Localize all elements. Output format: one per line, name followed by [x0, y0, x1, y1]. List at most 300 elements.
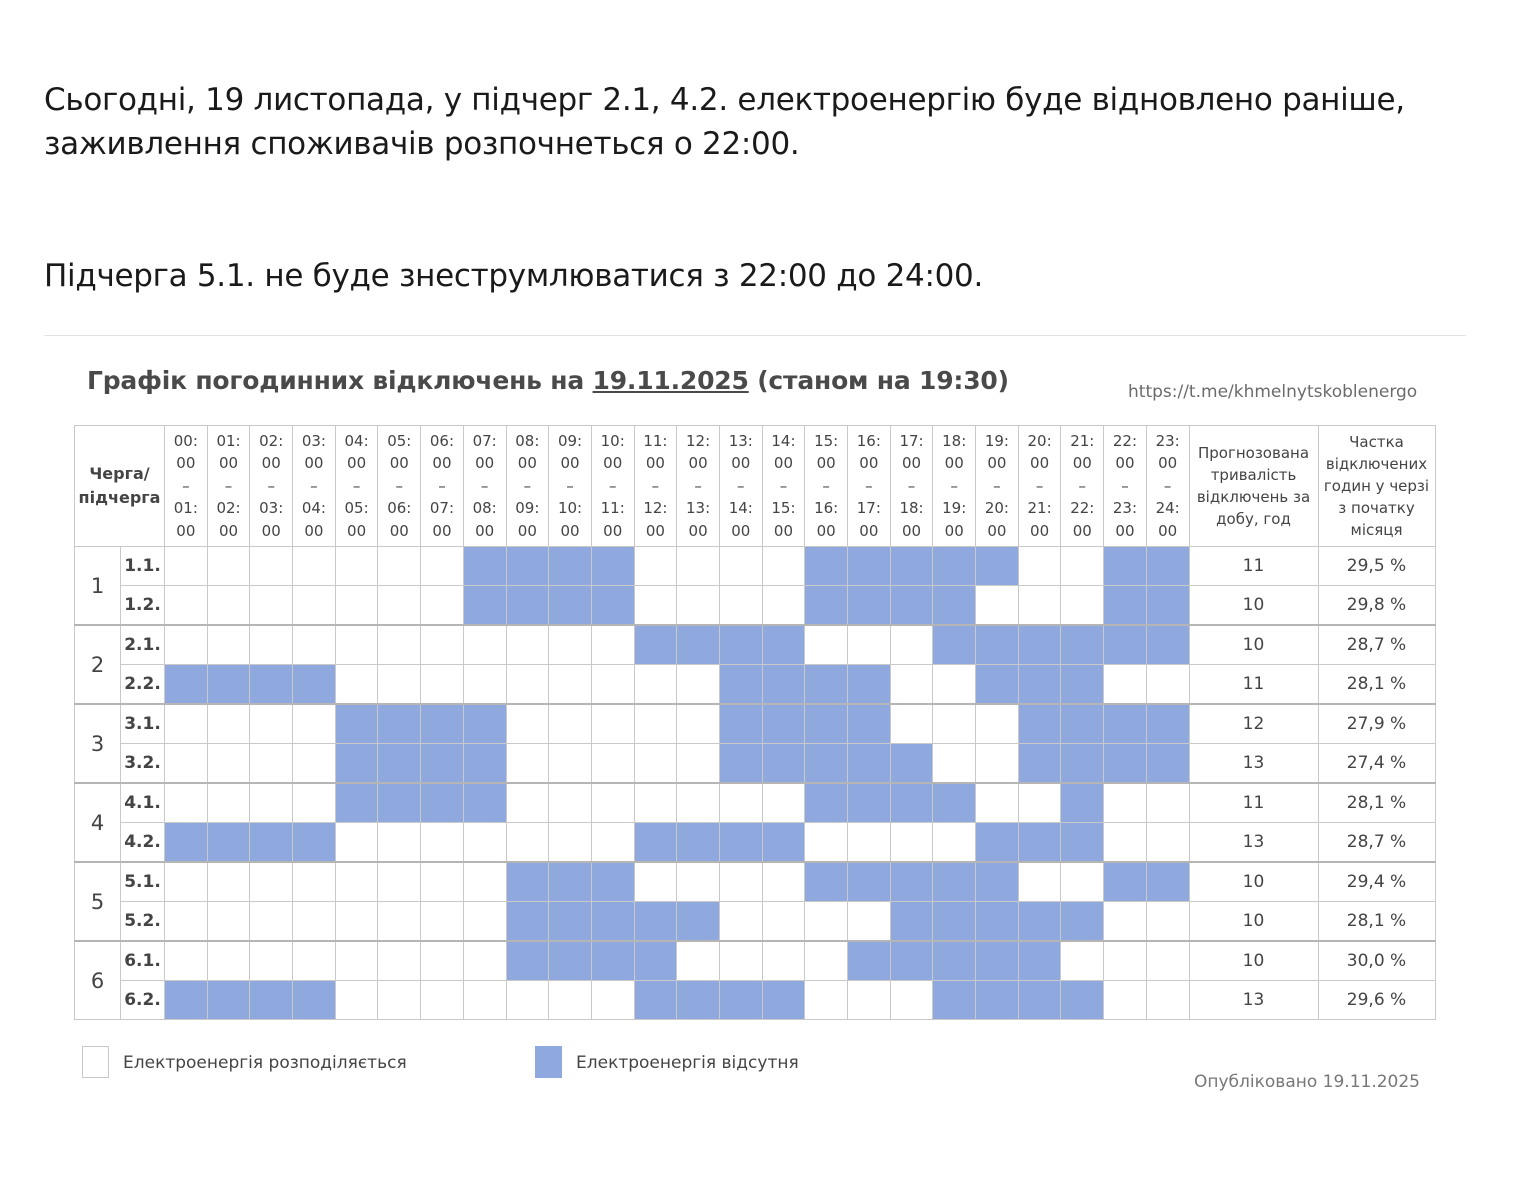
hour-cell-outage: [591, 547, 634, 586]
hour-cell-power: [591, 744, 634, 784]
hour-cell-power: [165, 902, 208, 942]
hour-cell-outage: [1018, 902, 1061, 942]
hour-cell-power: [719, 783, 762, 823]
hour-cell-power: [250, 941, 293, 981]
hour-cell-outage: [1146, 862, 1189, 902]
hour-cell-outage: [506, 586, 549, 626]
hour-cell-power: [506, 704, 549, 744]
hour-label-part: –: [1121, 476, 1129, 495]
subqueue-label: 5.2.: [121, 902, 165, 942]
published-date: Опубліковано 19.11.2025: [1194, 1072, 1420, 1092]
duration-value: 10: [1189, 902, 1318, 942]
hour-cell-outage: [890, 902, 933, 942]
post-paragraph-2: Підчерга 5.1. не буде знеструмлюватися з 22:00 до 24:00.: [44, 258, 984, 294]
hour-label-part: 06:: [429, 431, 455, 450]
share-value: 27,9 %: [1318, 704, 1435, 744]
hour-label-part: –: [310, 476, 318, 495]
hour-cell-outage: [719, 625, 762, 665]
hour-cell-power: [1146, 823, 1189, 863]
outage-schedule-table: [74, 425, 1436, 1020]
hour-cell-power: [1146, 665, 1189, 705]
hour-cell-outage: [463, 783, 506, 823]
hour-cell-outage: [1018, 704, 1061, 744]
hour-label-part: 00: [218, 521, 239, 540]
hour-cell-power: [933, 665, 976, 705]
hour-cell-power: [1061, 586, 1104, 626]
hour-label-part: 00: [1072, 521, 1092, 540]
hour-cell-power: [335, 625, 378, 665]
hour-label-part: 00: [859, 521, 879, 540]
hour-cell-power: [335, 981, 378, 1020]
hour-cell-power: [335, 547, 378, 586]
hour-cell-power: [1146, 902, 1189, 942]
subqueue-label: 1.1.: [121, 547, 165, 586]
legend-power-on-swatch: [82, 1046, 109, 1078]
hour-label-part: 00: [347, 521, 367, 540]
hour-cell-outage: [549, 547, 592, 586]
hour-label-part: 00: [901, 521, 922, 540]
schedule-title-suffix: (станом на 19:30): [748, 366, 1009, 395]
subqueue-label: 2.2.: [121, 665, 165, 705]
hour-label-part: 05:: [387, 431, 412, 450]
duration-value: 10: [1189, 862, 1318, 902]
hour-cell-outage: [933, 783, 976, 823]
hour-cell-power: [421, 665, 464, 705]
hour-cell-outage: [1104, 862, 1147, 902]
hour-cell-outage: [762, 665, 805, 705]
hour-cell-outage: [1061, 902, 1104, 942]
hour-label-part: 00: [304, 521, 324, 540]
hour-label-part: –: [566, 476, 574, 495]
share-value: 29,8 %: [1318, 586, 1435, 626]
hour-cell-power: [421, 941, 464, 981]
hour-cell-power: [421, 902, 464, 942]
hour-cell-power: [549, 625, 592, 665]
hour-label-part: 11:: [643, 431, 668, 450]
table-row: [75, 586, 1436, 626]
hour-cell-power: [335, 902, 378, 942]
hour-cell-outage: [463, 704, 506, 744]
hour-column-header: [890, 426, 933, 547]
hour-cell-outage: [250, 981, 293, 1020]
hour-label-part: 00: [261, 521, 281, 540]
hour-cell-power: [762, 902, 805, 942]
hour-cell-outage: [933, 902, 976, 942]
hour-cell-outage: [848, 665, 891, 705]
hour-cell-outage: [1061, 625, 1104, 665]
hour-cell-power: [207, 704, 250, 744]
hour-label-part: 00: [816, 521, 836, 540]
hour-column-header: [805, 426, 848, 547]
hour-label-part: 00: [987, 454, 1007, 473]
hour-label-part: 00: [218, 454, 239, 473]
hour-label-part: –: [267, 476, 275, 495]
hour-column-header: [719, 426, 762, 547]
hour-cell-power: [762, 586, 805, 626]
hour-cell-outage: [421, 783, 464, 823]
hour-label-part: –: [395, 476, 404, 495]
hour-cell-power: [1104, 902, 1147, 942]
hour-label-part: 00: [731, 521, 751, 540]
hour-cell-outage: [1146, 744, 1189, 784]
subqueue-label: 4.1.: [121, 783, 165, 823]
hour-label-part: 17:: [856, 499, 881, 518]
share-value: 29,4 %: [1318, 862, 1435, 902]
hour-label-part: 00:: [173, 431, 198, 450]
hour-cell-power: [677, 862, 720, 902]
hour-label-part: 00: [560, 521, 580, 540]
hour-cell-power: [463, 981, 506, 1020]
hour-cell-outage: [293, 823, 336, 863]
hour-label-part: 00: [688, 454, 708, 473]
duration-value: 11: [1189, 665, 1318, 705]
hour-label-part: 18:: [942, 431, 967, 450]
queue-group-label: 3: [75, 704, 121, 783]
subqueue-label: 5.1.: [121, 862, 165, 902]
hour-cell-power: [250, 625, 293, 665]
hour-label-part: 00: [1030, 521, 1050, 540]
hour-cell-outage: [719, 981, 762, 1020]
hour-cell-power: [506, 783, 549, 823]
hour-cell-power: [293, 902, 336, 942]
legend-power-on-label: Електроенергія розподіляється: [123, 1053, 407, 1073]
hour-cell-outage: [719, 823, 762, 863]
hour-cell-outage: [165, 981, 208, 1020]
hour-cell-outage: [506, 902, 549, 942]
hour-cell-power: [378, 625, 421, 665]
hour-cell-power: [421, 547, 464, 586]
queue-column-header: Черга/ підчерга: [75, 426, 165, 547]
hour-column-header: [506, 426, 549, 547]
hour-cell-outage: [719, 704, 762, 744]
hour-cell-power: [378, 862, 421, 902]
hour-cell-power: [463, 862, 506, 902]
hour-cell-outage: [677, 981, 720, 1020]
hour-cell-power: [762, 862, 805, 902]
hour-label-part: 00: [1115, 521, 1135, 540]
hour-cell-power: [634, 744, 677, 784]
hour-label-part: 00: [389, 521, 409, 540]
hour-label-part: 24:: [1155, 499, 1180, 518]
hour-cell-power: [1018, 783, 1061, 823]
hour-cell-outage: [1146, 547, 1189, 586]
hour-label-part: –: [865, 476, 873, 495]
hour-cell-power: [677, 586, 720, 626]
hour-column-header: [463, 426, 506, 547]
hour-column-header: [762, 426, 805, 547]
hour-cell-outage: [976, 665, 1019, 705]
hour-cell-outage: [890, 783, 933, 823]
hour-label-part: 08:: [472, 499, 497, 518]
duration-value: 13: [1189, 744, 1318, 784]
hour-cell-outage: [250, 823, 293, 863]
hour-cell-outage: [463, 744, 506, 784]
hour-label-part: 20:: [984, 499, 1009, 518]
hour-cell-power: [165, 744, 208, 784]
hour-cell-power: [378, 902, 421, 942]
hour-label-part: –: [907, 476, 916, 495]
hour-cell-outage: [677, 625, 720, 665]
hour-label-part: 00: [432, 521, 452, 540]
duration-column-header: Прогнозована тривалість відключень за добу, год: [1189, 426, 1318, 547]
hour-cell-power: [421, 586, 464, 626]
hour-cell-outage: [378, 704, 421, 744]
queue-group-label: 1: [75, 547, 121, 626]
hour-cell-power: [463, 625, 506, 665]
hour-cell-power: [677, 704, 720, 744]
hour-cell-outage: [506, 547, 549, 586]
hour-label-part: –: [1163, 476, 1172, 495]
hour-cell-power: [378, 547, 421, 586]
hour-cell-power: [976, 783, 1019, 823]
hour-label-part: 00: [347, 454, 367, 473]
hour-cell-outage: [207, 665, 250, 705]
divider: [44, 335, 1466, 336]
hour-cell-outage: [335, 783, 378, 823]
hour-label-part: 02:: [259, 431, 284, 450]
hour-cell-outage: [165, 665, 208, 705]
hour-label-part: 23:: [1112, 499, 1138, 518]
hour-cell-outage: [1018, 823, 1061, 863]
hour-label-part: 15:: [814, 431, 839, 450]
hour-cell-power: [207, 744, 250, 784]
hour-cell-power: [506, 823, 549, 863]
hour-label-part: 00: [176, 454, 196, 473]
hour-cell-power: [591, 783, 634, 823]
subqueue-label: 3.2.: [121, 744, 165, 784]
hour-cell-power: [207, 547, 250, 586]
hour-label-part: 20:: [1027, 431, 1052, 450]
hour-cell-power: [976, 744, 1019, 784]
hour-label-part: 22:: [1070, 499, 1095, 518]
hour-cell-power: [976, 704, 1019, 744]
hour-cell-power: [506, 625, 549, 665]
hour-label-part: –: [1035, 476, 1044, 495]
share-column-header: Частка відключених годин у черзі з початку місяця: [1318, 426, 1435, 547]
hour-cell-outage: [805, 783, 848, 823]
table-header-row: [75, 426, 1436, 547]
hour-cell-power: [165, 704, 208, 744]
hour-cell-power: [634, 704, 677, 744]
hour-cell-outage: [293, 981, 336, 1020]
share-value: 28,1 %: [1318, 902, 1435, 942]
hour-cell-outage: [335, 744, 378, 784]
hour-cell-power: [165, 625, 208, 665]
hour-cell-outage: [762, 625, 805, 665]
hour-cell-power: [890, 823, 933, 863]
hour-column-header: [378, 426, 421, 547]
hour-cell-power: [805, 902, 848, 942]
hour-label-part: –: [438, 476, 446, 495]
hour-cell-power: [591, 625, 634, 665]
hour-label-part: 00: [1158, 454, 1178, 473]
hour-cell-outage: [762, 704, 805, 744]
hour-cell-power: [634, 586, 677, 626]
hour-cell-power: [890, 981, 933, 1020]
duration-value: 12: [1189, 704, 1318, 744]
hour-cell-power: [933, 823, 976, 863]
hour-label-part: –: [779, 476, 788, 495]
hour-cell-power: [1104, 665, 1147, 705]
hour-cell-outage: [805, 744, 848, 784]
hour-label-part: 18:: [899, 499, 924, 518]
hour-cell-power: [250, 547, 293, 586]
hour-label-part: 00: [603, 454, 623, 473]
hour-cell-outage: [634, 902, 677, 942]
hour-label-part: 00: [901, 454, 922, 473]
hour-label-part: 15:: [771, 499, 796, 518]
hour-label-part: 06:: [387, 499, 412, 518]
hour-label-part: 00: [944, 521, 964, 540]
share-value: 29,6 %: [1318, 981, 1435, 1020]
hour-label-part: 00: [475, 521, 495, 540]
hour-column-header: [335, 426, 378, 547]
hour-label-part: 00: [261, 454, 281, 473]
hour-cell-power: [463, 823, 506, 863]
hour-label-part: 00: [773, 521, 794, 540]
queue-group-label: 6: [75, 941, 121, 1020]
hour-cell-power: [762, 941, 805, 981]
hour-cell-power: [250, 744, 293, 784]
hour-column-header: [293, 426, 336, 547]
hour-cell-power: [1104, 981, 1147, 1020]
hour-cell-outage: [634, 823, 677, 863]
hour-cell-power: [634, 665, 677, 705]
hour-label-part: 14:: [771, 431, 796, 450]
hour-cell-power: [1018, 862, 1061, 902]
hour-cell-outage: [591, 902, 634, 942]
hour-cell-outage: [207, 981, 250, 1020]
hour-label-part: 00: [773, 454, 794, 473]
hour-cell-outage: [591, 586, 634, 626]
hour-cell-power: [506, 665, 549, 705]
hour-cell-outage: [976, 902, 1019, 942]
hour-cell-power: [1146, 981, 1189, 1020]
hour-label-part: 04:: [344, 431, 369, 450]
hour-label-part: 00: [389, 454, 409, 473]
hour-label-part: –: [950, 476, 958, 495]
hour-cell-power: [165, 586, 208, 626]
hour-cell-outage: [976, 625, 1019, 665]
hour-cell-outage: [677, 823, 720, 863]
hour-column-header: [976, 426, 1019, 547]
hour-cell-outage: [848, 586, 891, 626]
queue-group-label: 2: [75, 625, 121, 704]
legend-power-off-swatch: [535, 1046, 562, 1078]
duration-value: 11: [1189, 783, 1318, 823]
hour-cell-power: [677, 744, 720, 784]
hour-cell-power: [463, 665, 506, 705]
hour-label-part: –: [352, 476, 361, 495]
hour-cell-outage: [805, 547, 848, 586]
hour-cell-outage: [1104, 625, 1147, 665]
hour-label-part: 07:: [429, 499, 455, 518]
hour-column-header: [1018, 426, 1061, 547]
hour-cell-outage: [1146, 704, 1189, 744]
hour-cell-power: [719, 941, 762, 981]
hour-cell-outage: [805, 704, 848, 744]
table-row: [75, 625, 1436, 665]
subqueue-label: 2.1.: [121, 625, 165, 665]
hour-cell-power: [1104, 941, 1147, 981]
hour-cell-outage: [1104, 744, 1147, 784]
hour-cell-outage: [848, 941, 891, 981]
hour-label-part: 22:: [1112, 431, 1138, 450]
hour-label-part: –: [737, 476, 745, 495]
hour-cell-outage: [848, 704, 891, 744]
hour-cell-outage: [506, 862, 549, 902]
hour-cell-power: [207, 783, 250, 823]
hour-cell-power: [890, 625, 933, 665]
hour-label-part: 13:: [728, 431, 753, 450]
telegram-link: https://t.me/khmelnytskoblenergo: [1128, 382, 1418, 402]
hour-cell-outage: [250, 665, 293, 705]
hour-label-part: 00: [603, 521, 623, 540]
hour-label-part: 17:: [899, 431, 924, 450]
hour-cell-power: [378, 823, 421, 863]
hour-cell-outage: [762, 981, 805, 1020]
hour-cell-power: [890, 665, 933, 705]
hour-label-part: 13:: [686, 499, 711, 518]
hour-cell-power: [677, 547, 720, 586]
hour-cell-outage: [549, 862, 592, 902]
subqueue-label: 3.1.: [121, 704, 165, 744]
hour-cell-power: [165, 862, 208, 902]
hour-cell-outage: [421, 704, 464, 744]
schedule-title-prefix: Графік погодинних відключень на: [87, 366, 593, 395]
table-row: [75, 902, 1436, 942]
hour-label-part: 00: [645, 521, 665, 540]
queue-group-label: 4: [75, 783, 121, 862]
hour-cell-power: [719, 586, 762, 626]
hour-cell-outage: [976, 547, 1019, 586]
share-value: 27,4 %: [1318, 744, 1435, 784]
hour-cell-power: [591, 823, 634, 863]
hour-column-header: [848, 426, 891, 547]
hour-cell-power: [335, 862, 378, 902]
hour-cell-power: [293, 744, 336, 784]
hour-label-part: 01:: [173, 499, 198, 518]
hour-cell-power: [335, 665, 378, 705]
hour-cell-power: [165, 941, 208, 981]
hour-cell-power: [335, 823, 378, 863]
hour-cell-outage: [1061, 823, 1104, 863]
hour-cell-power: [1061, 941, 1104, 981]
hour-label-part: –: [993, 476, 1001, 495]
table-row: [75, 704, 1436, 744]
share-value: 28,1 %: [1318, 665, 1435, 705]
hour-cell-outage: [848, 783, 891, 823]
hour-cell-outage: [933, 981, 976, 1020]
hour-cell-outage: [762, 823, 805, 863]
hour-label-part: –: [523, 476, 532, 495]
duration-value: 10: [1189, 941, 1318, 981]
hour-label-part: –: [651, 476, 660, 495]
hour-cell-power: [549, 704, 592, 744]
hour-column-header: [207, 426, 250, 547]
hour-cell-outage: [848, 547, 891, 586]
hour-cell-outage: [719, 744, 762, 784]
hour-cell-power: [677, 783, 720, 823]
hour-cell-outage: [378, 744, 421, 784]
hour-cell-power: [250, 783, 293, 823]
legend-power-off-label: Електроенергія відсутня: [576, 1053, 799, 1073]
hour-cell-outage: [549, 902, 592, 942]
hour-cell-power: [421, 823, 464, 863]
hour-label-part: 00: [432, 454, 452, 473]
hour-cell-outage: [890, 941, 933, 981]
hour-cell-outage: [933, 941, 976, 981]
